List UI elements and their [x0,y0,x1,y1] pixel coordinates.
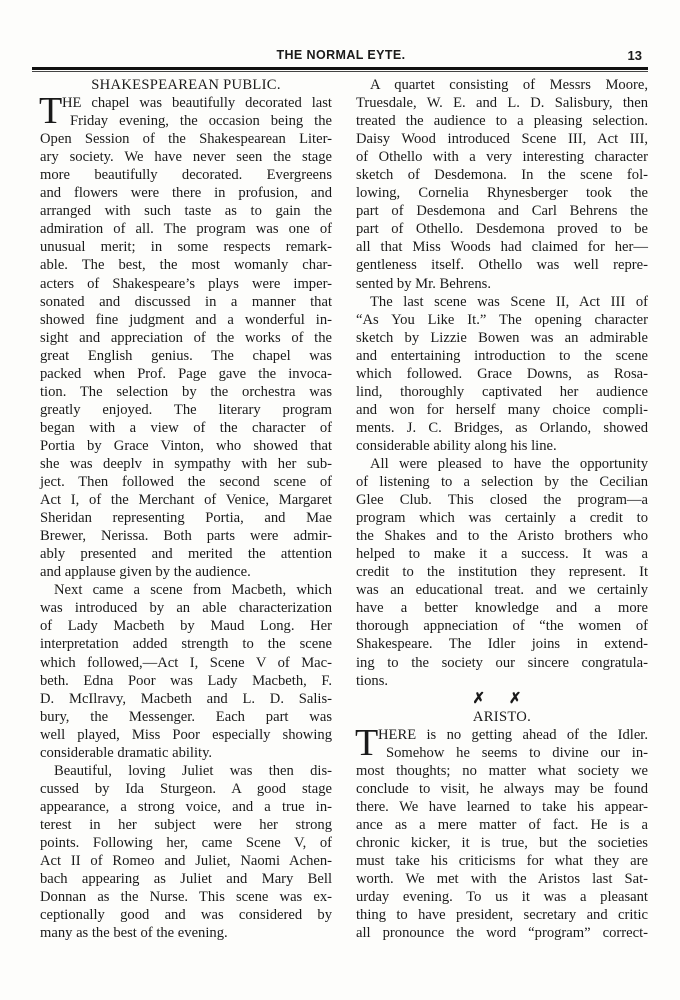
text-line: was introduced by an able characterization [40,600,332,617]
text-line: the Shakes and to the Aristo brothers who [356,528,648,545]
paragraph [356,76,648,293]
text-line: sented by Mr. Behrens. [356,275,491,292]
text-line: ance as a mere matter of fact. He is a [356,816,648,833]
text-line: more beautifully decorated. Evergreens [40,167,332,184]
text-line: of Othello with a very interesting character [356,149,648,166]
text-line: considerable dramatic ability. [40,744,213,761]
text-line: Brewer, Nerissa. Both parts were admir- [40,528,332,545]
text-line: credit to the institution they represent. It [356,564,648,581]
text-line: there. We have learned to take his appear- [356,798,648,815]
text-line: greatly enjoyed. The literary program [40,401,332,418]
text-line: acters of Shakespeare’s plays were imper- [40,275,332,292]
paragraph [39,90,332,581]
text-line: Truesdale, W. E. and L. D. Salisbury, then [356,95,648,112]
text-line: sketch of Desdemona. In the scene fol- [356,167,648,184]
text-line: Glee Club. This closed the program—a [356,492,648,509]
text-line: great English genius. The chapel was [40,347,332,364]
text-line: she was deeplv in sympathy with her sub- [40,455,332,472]
section-ornament: ✗ ✗ [472,690,532,707]
paragraph [40,581,332,761]
paragraph [40,762,332,942]
running-header [34,48,648,66]
text-line: was an educational treat. and we certainly [356,582,648,599]
drop-cap: T [355,721,379,764]
text-line: and flowers were there in profusion, and [40,185,332,202]
text-line: treated the audience to a pleasing selection. [356,113,648,130]
page-number: 13 [627,48,642,63]
text-line: and won for herself many choice compli- [356,401,648,418]
text-line: points. Following her, came Scene V, of [40,834,332,851]
text-line: well played, Miss Poor especially showing [40,726,332,743]
article-title: SHAKESPEAREAN PUBLIC. [91,77,281,93]
text-line: have a better knowledge and a more [356,600,648,617]
text-line: of listening to a selection by the Cecilian [356,474,648,491]
text-line: terest in her subject were her strong [40,816,332,833]
right-column [356,76,648,942]
text-line: Somehow he seems to divine our in- [386,744,648,761]
text-line: part of Othello. Desdemona proved to be [356,221,648,238]
text-line: lind, thoroughly captivated her audience [356,383,648,400]
text-line: thorough appneciation of “the women of [356,618,648,635]
text-line: Portia by Grace Vinton, who showed that [40,437,332,454]
text-line: ary society. We have never seen the stage [40,149,332,166]
text-line: arranged with such taste as to gain the [40,203,332,220]
text-line: ject. Then followed the second scene of [40,474,332,491]
text-line: unusual merit; in some respects remark- [40,239,332,256]
text-line: bach appearing as Juliet and Mary Bell [40,871,332,888]
text-line: cussed by Ida Sturgeon. A good stage [40,780,332,797]
text-line: must take his criticisms for what they are [356,853,648,870]
paragraph [355,721,648,943]
text-line: interpretation added strength to the scene [40,636,332,653]
text-line: which followed,—Act I, Scene V of Mac- [40,654,332,671]
text-line: sonated and discussed in a manner that [40,293,332,310]
text-line: worth. We met with the Aristos last Sat- [356,871,648,888]
text-line: thing to have president, secretary and critic [356,907,648,924]
text-line: admiration of all. The program was one of [40,221,332,238]
text-line: helped to make it a success. It was a [356,546,648,563]
text-line: bury, the Messenger. Each part was [40,708,332,725]
second-article-title: ARISTO. [472,708,532,725]
text-line: appearance, a strong voice, and a true in- [40,798,332,815]
text-line: and entertaining introduction to the scene [356,347,648,364]
text-line: Friday evening, the occasion being the [70,113,332,130]
text-line: part of Desdemona and Carl Behrens the [356,203,648,220]
text-line: urday evening. To us it was a pleasant [356,889,648,906]
paragraph [356,455,648,690]
text-line: all pronounce the word “program” correct- [356,925,648,942]
paragraph [356,293,648,455]
text-line: began with a view of the character of [40,419,332,436]
text-line: Sheridan representing Portia, and Mae [40,510,332,527]
left-column [40,76,332,942]
text-line: considerable ability along his line. [356,437,557,454]
text-line: Next came a scene from Macbeth, which [54,582,332,599]
text-line: and applause given by the audience. [40,564,251,581]
publication-title: THE NORMAL EYTE. [276,48,406,62]
text-line: tion. The selection by the orchestra was [40,383,332,400]
text-line: Open Session of the Shakespearean Liter- [40,131,332,148]
text-line: gentleness itself. Othello was well repre- [356,257,648,274]
text-line: which followed. Grace Downs, as Rosa- [356,365,648,382]
text-line: “As You Like It.” The opening character [356,311,648,328]
second-article-body [355,721,648,943]
text-line: able. The best, the most womanly char- [40,257,332,274]
text-line: sketch by Lizzie Bowen was an admirable [356,329,648,346]
text-line: D. McIlravy, Macbeth and L. D. Salis- [40,690,332,707]
text-line: ments. J. C. Bridges, as Orlando, showed [356,419,648,436]
text-line: HE chapel was beautifully decorated last [62,95,332,112]
article-body [39,90,332,942]
header-rule-thin [32,71,648,72]
text-line: of Lady Macbeth by Maud Long. Her [40,618,332,635]
text-line: A quartet consisting of Messrs Moore, [370,77,648,93]
text-line: most thoughts; no matter what society we [356,762,648,779]
text-line: Shakespeare. The Idler joins in extend- [356,636,648,653]
drop-cap: T [39,90,63,133]
text-line: The last scene was Scene II, Act III of [370,293,648,310]
text-line: ing to the society our sincere congratula- [356,654,648,671]
text-line: Beautiful, loving Juliet was then dis- [54,762,332,779]
text-line: program which was certainly a credit to [356,510,648,527]
text-line: Act II of Romeo and Juliet, Naomi Achen- [40,853,332,870]
text-line: Donnan as the Nurse. This scene was ex- [40,889,332,906]
text-line: beth. Edna Poor was Lady Macbeth, F. [40,672,332,689]
text-line: many as the best of the evening. [40,925,228,942]
text-line: showed fine judgment and a wonderful in- [40,311,332,328]
text-line: All were pleased to have the opportunity [370,455,648,472]
text-line: Act I, of the Merchant of Venice, Margaret [40,492,332,509]
text-line: sight and appreciation of the works of the [40,329,332,346]
text-line: conclude to visit, he always may be found [356,780,648,797]
text-line: packed when Prof. Page gave the invoca- [40,365,332,382]
text-line: chronic kicker, it is true, but the societies [356,834,648,851]
text-line: lowing, Cornelia Rhynesberger took the [356,185,648,202]
header-rule-thick [32,67,648,70]
text-line: all that Miss Woods had claimed for her— [356,239,648,256]
text-line: HERE is no getting ahead of the Idler. [378,726,648,743]
text-line: ceptionally good and was considered by [40,907,332,924]
text-line: Daisy Wood introduced Scene III, Act III, [356,131,648,148]
text-line: tions. [356,672,389,689]
text-line: ably presented and merited the attention [40,546,332,563]
